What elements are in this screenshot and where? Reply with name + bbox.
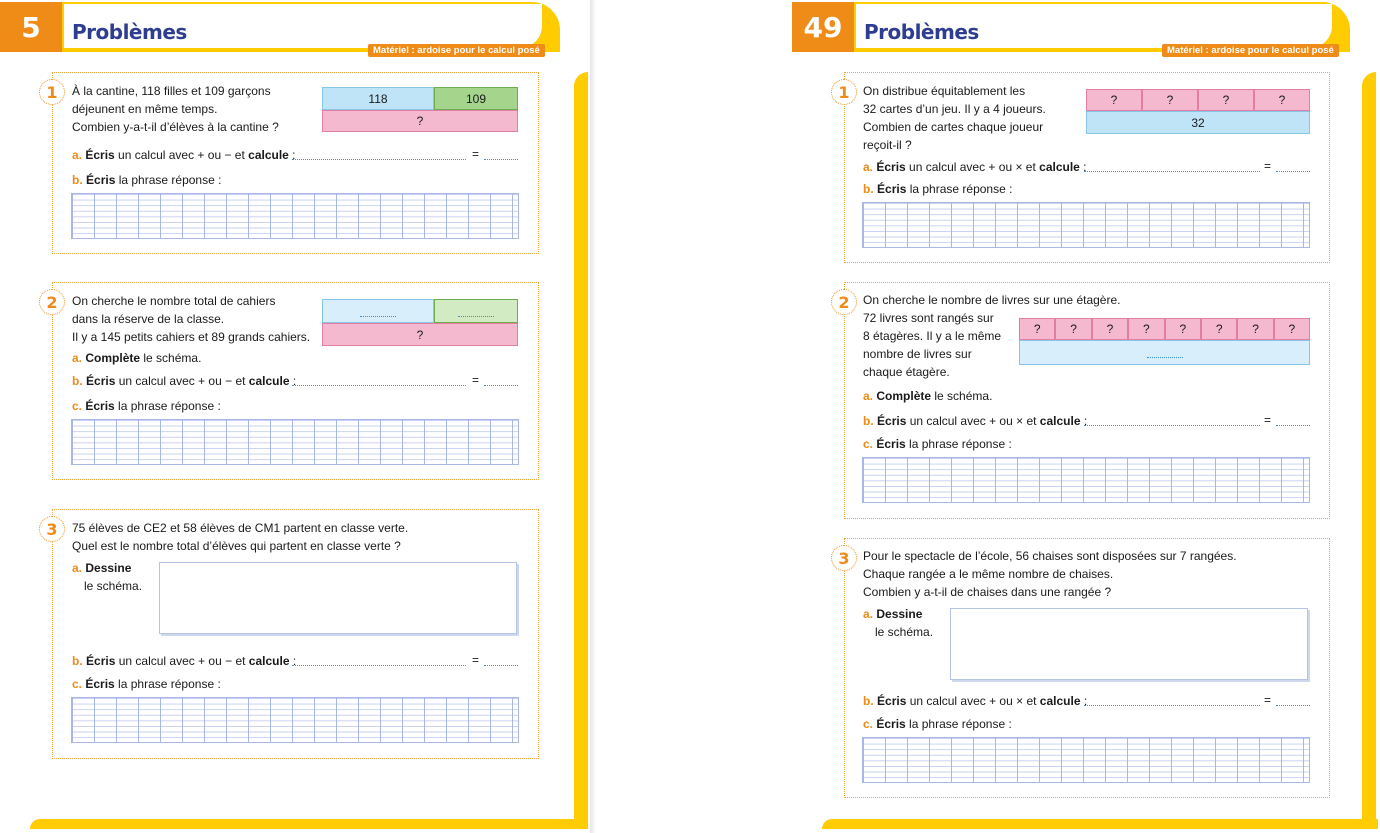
- problem-line: nombre de livres sur: [863, 347, 972, 361]
- equals-sign: =: [1264, 159, 1272, 173]
- problem-line: À la cantine, 118 filles et 109 garçons: [72, 84, 271, 98]
- exercise-number: 3: [831, 545, 857, 571]
- question-a-rest: le schéma.: [875, 625, 934, 639]
- question-b: b. Écris la phrase réponse :: [863, 182, 1013, 196]
- problem-line: On cherche le nombre total de cahiers: [72, 294, 276, 308]
- answer-writing-grid[interactable]: [71, 697, 519, 743]
- answer-writing-grid[interactable]: [862, 457, 1310, 503]
- result-input[interactable]: [484, 665, 518, 666]
- problem-line: Chaque rangée a le même nombre de chaises.: [863, 567, 1114, 581]
- schema-part-large-input[interactable]: [434, 299, 518, 323]
- question-c: c. Écris la phrase réponse :: [72, 399, 221, 413]
- workbook-page-left: [0, 0, 590, 833]
- question-a: a. Complète le schéma.: [72, 351, 202, 365]
- question-b: b. Écris un calcul avec + ou × et calcule :: [863, 414, 1088, 428]
- exercise-number: 1: [831, 79, 857, 105]
- exercise-number: 2: [39, 289, 65, 315]
- schema-drawing-area[interactable]: [159, 562, 517, 634]
- equals-sign: =: [1264, 413, 1272, 427]
- problem-line: reçoit-il ?: [863, 138, 912, 152]
- side-band: [574, 72, 588, 820]
- problem-line: déjeunent en même temps.: [72, 102, 218, 116]
- bottom-band: [30, 819, 588, 829]
- schema-part-girls: 118: [322, 87, 434, 110]
- question-a: a. Écris un calcul avec + ou − et calcule :: [72, 148, 296, 162]
- result-input[interactable]: [1276, 425, 1310, 426]
- page-shadow: [590, 0, 596, 833]
- schema-part: ?: [1198, 89, 1254, 111]
- problem-line: Pour le spectacle de l’école, 56 chaises sont disposées sur 7 rangées.: [863, 549, 1237, 563]
- schema-part: ?: [1086, 89, 1142, 111]
- problem-line: Quel est le nombre total d’élèves qui partent en classe verte ?: [72, 539, 401, 553]
- page-title: Problèmes: [864, 20, 979, 44]
- schema-part: ?: [1092, 318, 1128, 340]
- problem-line: chaque étagère.: [863, 365, 950, 379]
- schema-part: ?: [1055, 318, 1091, 340]
- exercise-number: 2: [831, 289, 857, 315]
- problem-line: 32 cartes d’un jeu. Il y a 4 joueurs.: [863, 102, 1046, 116]
- question-a: a. Dessine: [72, 561, 132, 575]
- problem-line: Combien y-a-t-il d’élèves à la cantine ?: [72, 120, 279, 134]
- problem-line: 75 élèves de CE2 et 58 élèves de CM1 partent en classe verte.: [72, 521, 409, 535]
- result-input[interactable]: [484, 159, 518, 160]
- schema-part: ?: [1201, 318, 1237, 340]
- question-c: c. Écris la phrase réponse :: [72, 677, 221, 691]
- calc-input[interactable]: [1084, 705, 1260, 706]
- question-c: c. Écris la phrase réponse :: [863, 717, 1012, 731]
- question-a-rest: le schéma.: [84, 579, 143, 593]
- problem-line: On cherche le nombre de livres sur une étagère.: [863, 293, 1121, 307]
- equals-sign: =: [472, 147, 480, 161]
- schema-part: ?: [1128, 318, 1164, 340]
- calc-input[interactable]: [1084, 171, 1260, 172]
- schema-part: ?: [1019, 318, 1055, 340]
- problem-line: dans la réserve de la classe.: [72, 312, 225, 326]
- schema-total: ?: [322, 110, 518, 132]
- equals-sign: =: [1264, 693, 1272, 707]
- result-input[interactable]: [1276, 705, 1310, 706]
- question-b: b. Écris un calcul avec + ou − et calcule :: [72, 654, 297, 668]
- answer-writing-grid[interactable]: [71, 419, 519, 465]
- answer-writing-grid[interactable]: [862, 202, 1310, 248]
- schema-total: ?: [322, 323, 518, 346]
- side-band: [1362, 72, 1376, 820]
- result-input[interactable]: [1276, 171, 1310, 172]
- result-input[interactable]: [484, 385, 518, 386]
- workbook-page-right: [792, 0, 1380, 833]
- question-a: a. Complète le schéma.: [863, 389, 993, 403]
- page-title: Problèmes: [72, 20, 187, 44]
- answer-writing-grid[interactable]: [862, 737, 1310, 783]
- calc-input[interactable]: [292, 159, 466, 160]
- calc-input[interactable]: [292, 385, 466, 386]
- problem-line: Combien y a-t-il de chaises dans une rangée ?: [863, 585, 1112, 599]
- problem-line: Combien de cartes chaque joueur: [863, 120, 1044, 134]
- exercise-number: 3: [39, 516, 65, 542]
- schema-part-boys: 109: [434, 87, 518, 110]
- problem-line: On distribue équitablement les: [863, 84, 1026, 98]
- schema-drawing-area[interactable]: [950, 608, 1308, 680]
- question-a: a. Dessine: [863, 607, 923, 621]
- calc-input[interactable]: [1084, 425, 1260, 426]
- schema-total-input[interactable]: [1019, 340, 1310, 365]
- question-b: b. Écris la phrase réponse :: [72, 173, 222, 187]
- problem-line: Il y a 145 petits cahiers et 89 grands cahiers.: [72, 330, 311, 344]
- page-number: 49: [792, 2, 854, 52]
- schema-part: ?: [1254, 89, 1310, 111]
- problem-line: 8 étagères. Il y a le même: [863, 329, 1002, 343]
- question-b: b. Écris un calcul avec + ou − et calcule :: [72, 374, 297, 388]
- schema-part-small-input[interactable]: [322, 299, 434, 323]
- equals-sign: =: [472, 373, 480, 387]
- question-b: b. Écris un calcul avec + ou × et calcule :: [863, 694, 1088, 708]
- equals-sign: =: [472, 653, 480, 667]
- bottom-band: [822, 819, 1378, 829]
- schema-part: ?: [1237, 318, 1273, 340]
- schema-part: ?: [1165, 318, 1201, 340]
- question-a: a. Écris un calcul avec + ou × et calcule :: [863, 160, 1087, 174]
- problem-line: 72 livres sont rangés sur: [863, 311, 994, 325]
- schema-part: ?: [1142, 89, 1198, 111]
- materiel-badge: Matériel : ardoise pour le calcul posé: [368, 44, 545, 57]
- schema-part: ?: [1274, 318, 1310, 340]
- page-number: 5: [0, 2, 62, 52]
- answer-writing-grid[interactable]: [71, 193, 519, 239]
- materiel-badge: Matériel : ardoise pour le calcul posé: [1162, 44, 1339, 57]
- calc-input[interactable]: [292, 665, 466, 666]
- schema-total: 32: [1086, 111, 1310, 134]
- exercise-number: 1: [39, 79, 65, 105]
- question-c: c. Écris la phrase réponse :: [863, 437, 1012, 451]
